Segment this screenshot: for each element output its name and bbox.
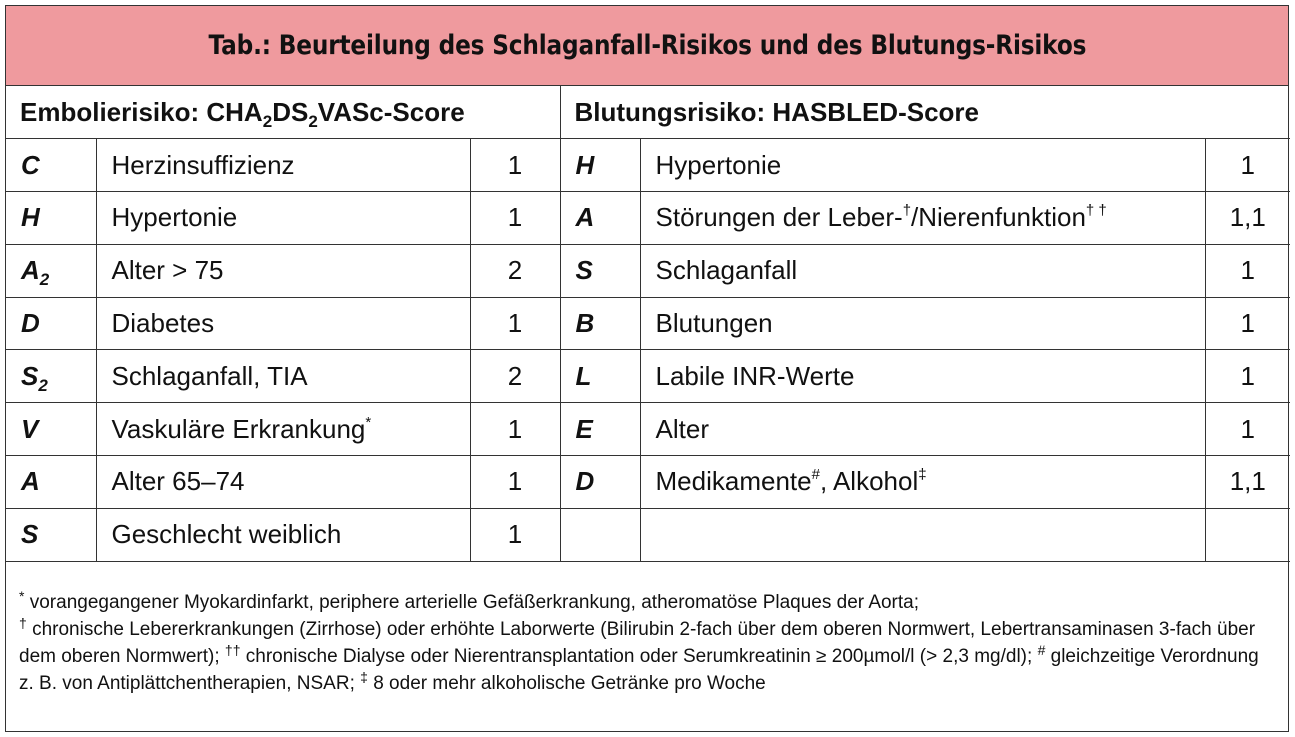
cha-points: 2 [470,244,560,297]
cha-criterion: Vaskuläre Erkrankung* [96,403,470,456]
cha-criterion: Alter 65–74 [96,456,470,509]
hasbled-criterion: Blutungen [640,297,1205,350]
hasbled-points [1205,508,1290,561]
table-row [6,139,1290,192]
cha-criterion: Geschlecht weiblich [96,508,470,561]
cha-points: 1 [470,192,560,245]
cha-letter: S [6,508,96,561]
cha-points: 1 [470,508,560,561]
cha-criterion: Hypertonie [96,192,470,245]
cha-points: 1 [470,139,560,192]
hasbled-letter: H [560,139,640,192]
hasbled-points: 1 [1205,297,1290,350]
cha-points: 1 [470,456,560,509]
hasbled-criterion: Alter [640,403,1205,456]
hasbled-criterion [640,508,1205,561]
cha2ds2vasc-header: Embolierisiko: $CHA_2DS_2VASc$-Score [6,86,560,139]
hasbled-letter [560,508,640,561]
table-title-bar [6,6,1288,86]
cha-letter: D [6,297,96,350]
cha-criterion: Diabetes [96,297,470,350]
hasbled-points: 1,1 [1205,456,1290,509]
table-row [6,508,1290,561]
table-title: Tab.: Beurteilung des Schlaganfall-Risikos und des Blutungs-Risikos [208,30,1086,61]
hasbled-header: Blutungsrisiko: HASBLED-Score [560,86,1290,139]
cha-letter: $A_2$ [6,244,96,297]
cha-points: 2 [470,350,560,403]
cha-criterion: Alter > 75 [96,244,470,297]
cha-letter: A [6,456,96,509]
cha-letter: V [6,403,96,456]
header-row [6,86,1290,139]
hasbled-points: 1 [1205,244,1290,297]
cha-letter: $S_2$ [6,350,96,403]
table-row [6,244,1290,297]
table-row [6,297,1290,350]
footnote-text: * vorangegangener Myokardinfarkt, periphere arterielle Gefäßerkrankung, atheromatöse Plaques der Aorta; † chronische Lebererkrankungen (Zirrhose) oder erhöhte Laborwerte (Bilirubin 2-fach über dem oberen Normwert, Lebertransaminasen 3-fach über dem oberen Normwert); †† chronische Dialyse oder Nierentransplantation oder Serumkreatinin ≥ 200µmol/l (> 2,3 mg/dl); # gleichzeitige Verordnung z. B. von Antiplättchentherapien, NSAR; ‡ 8 oder mehr alkoholische Getränke pro Woche [19,588,1259,694]
score-table [6,86,1290,562]
cha-letter: C [6,139,96,192]
hasbled-letter: E [560,403,640,456]
hasbled-points: 1,1 [1205,192,1290,245]
hasbled-letter: A [560,192,640,245]
table-row [6,350,1290,403]
cha-criterion: Herzinsuffizienz [96,139,470,192]
hasbled-criterion: Schlaganfall [640,244,1205,297]
hasbled-letter: D [560,456,640,509]
table-row [6,192,1290,245]
hasbled-points: 1 [1205,139,1290,192]
risk-table-frame [5,5,1289,732]
table-row [6,456,1290,509]
footnotes [6,575,1288,697]
cha-letter: H [6,192,96,245]
cha-points: 1 [470,403,560,456]
cha-criterion: Schlaganfall, TIA [96,350,470,403]
hasbled-criterion: Medikamente#, Alkohol‡ [640,456,1205,509]
hasbled-points: 1 [1205,403,1290,456]
hasbled-letter: L [560,350,640,403]
hasbled-criterion: Störungen der Leber-†/Nierenfunktion† † [640,192,1205,245]
hasbled-criterion: Labile INR-Werte [640,350,1205,403]
hasbled-letter: S [560,244,640,297]
hasbled-points: 1 [1205,350,1290,403]
hasbled-criterion: Hypertonie [640,139,1205,192]
hasbled-letter: B [560,297,640,350]
cha-points: 1 [470,297,560,350]
table-row [6,403,1290,456]
